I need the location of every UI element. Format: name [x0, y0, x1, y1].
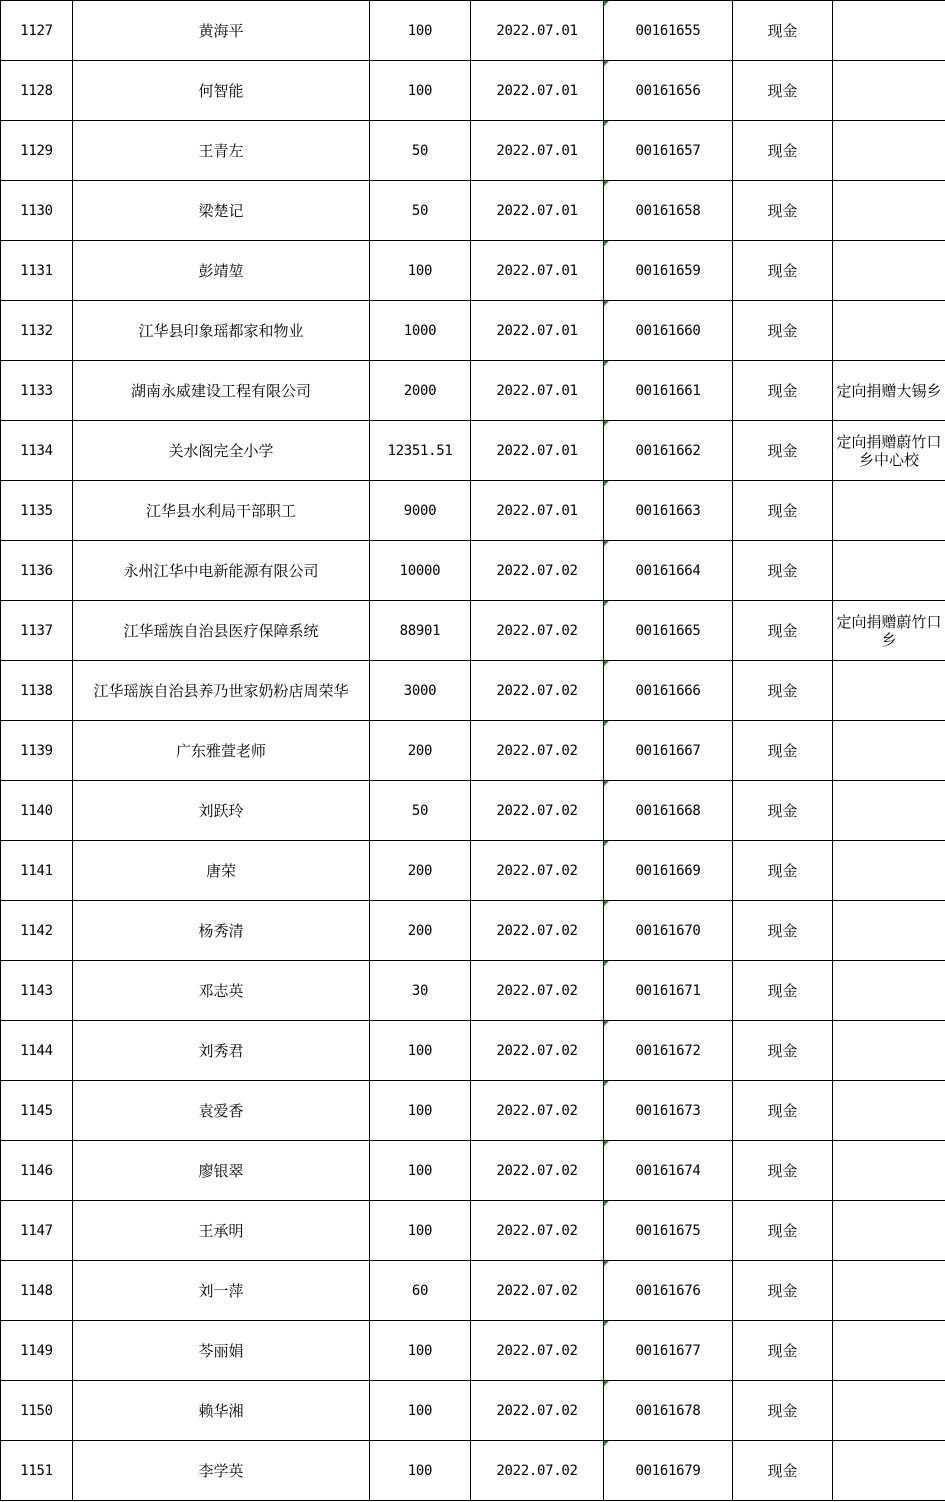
date-cell: 2022.07.02	[471, 901, 604, 961]
amount-cell: 200	[370, 721, 471, 781]
date-cell: 2022.07.01	[471, 421, 604, 481]
payment-method-cell: 现金	[733, 901, 833, 961]
date-cell: 2022.07.02	[471, 781, 604, 841]
note-cell	[833, 301, 945, 361]
table-row	[1, 241, 945, 301]
note-cell	[833, 1321, 945, 1381]
table-row	[1, 1441, 945, 1501]
table-row	[1, 421, 945, 481]
payment-method-cell: 现金	[733, 1, 833, 61]
receipt-number-cell: 00161670	[604, 901, 733, 961]
payment-method-cell: 现金	[733, 121, 833, 181]
row-number-cell: 1138	[1, 661, 73, 721]
note-cell: 定向捐赠蔚竹口乡中心校	[833, 421, 945, 481]
note-cell	[833, 1261, 945, 1321]
receipt-number-cell: 00161679	[604, 1441, 733, 1501]
amount-cell: 2000	[370, 361, 471, 421]
table-row	[1, 1141, 945, 1201]
date-cell: 2022.07.02	[471, 1201, 604, 1261]
note-cell	[833, 841, 945, 901]
payment-method-cell: 现金	[733, 961, 833, 1021]
date-cell: 2022.07.01	[471, 181, 604, 241]
donor-name-cell: 彭靖堃	[73, 241, 370, 301]
donor-name-cell: 王青左	[73, 121, 370, 181]
row-number-cell: 1140	[1, 781, 73, 841]
date-cell: 2022.07.01	[471, 241, 604, 301]
table-row	[1, 301, 945, 361]
donor-name-cell: 袁爱香	[73, 1081, 370, 1141]
date-cell: 2022.07.02	[471, 541, 604, 601]
receipt-number-cell: 00161664	[604, 541, 733, 601]
donor-name-cell: 唐荣	[73, 841, 370, 901]
payment-method-cell: 现金	[733, 841, 833, 901]
payment-method-cell: 现金	[733, 61, 833, 121]
note-cell	[833, 481, 945, 541]
amount-cell: 100	[370, 1081, 471, 1141]
donor-name-cell: 湖南永威建设工程有限公司	[73, 361, 370, 421]
donor-name-cell: 江华瑶族自治县养乃世家奶粉店周荣华	[73, 661, 370, 721]
date-cell: 2022.07.02	[471, 1081, 604, 1141]
payment-method-cell: 现金	[733, 781, 833, 841]
amount-cell: 30	[370, 961, 471, 1021]
amount-cell: 200	[370, 841, 471, 901]
amount-cell: 100	[370, 61, 471, 121]
note-cell	[833, 1381, 945, 1441]
amount-cell: 88901	[370, 601, 471, 661]
note-cell	[833, 1201, 945, 1261]
amount-cell: 50	[370, 781, 471, 841]
donor-name-cell: 廖银翠	[73, 1141, 370, 1201]
date-cell: 2022.07.01	[471, 481, 604, 541]
table-row	[1, 661, 945, 721]
note-cell	[833, 241, 945, 301]
receipt-number-cell: 00161658	[604, 181, 733, 241]
amount-cell: 100	[370, 1441, 471, 1501]
row-number-cell: 1132	[1, 301, 73, 361]
note-cell	[833, 1081, 945, 1141]
amount-cell: 100	[370, 1381, 471, 1441]
receipt-number-cell: 00161671	[604, 961, 733, 1021]
note-cell	[833, 181, 945, 241]
note-cell	[833, 661, 945, 721]
table-row	[1, 961, 945, 1021]
date-cell: 2022.07.02	[471, 721, 604, 781]
note-cell	[833, 901, 945, 961]
date-cell: 2022.07.02	[471, 1381, 604, 1441]
donor-name-cell: 永州江华中电新能源有限公司	[73, 541, 370, 601]
donor-name-cell: 江华县水利局干部职工	[73, 481, 370, 541]
amount-cell: 100	[370, 1, 471, 61]
row-number-cell: 1144	[1, 1021, 73, 1081]
receipt-number-cell: 00161659	[604, 241, 733, 301]
note-cell	[833, 1441, 945, 1501]
receipt-number-cell: 00161667	[604, 721, 733, 781]
receipt-number-cell: 00161676	[604, 1261, 733, 1321]
note-cell	[833, 1021, 945, 1081]
ledger-body	[1, 1, 945, 1501]
amount-cell: 60	[370, 1261, 471, 1321]
receipt-number-cell: 00161660	[604, 301, 733, 361]
receipt-number-cell: 00161663	[604, 481, 733, 541]
note-cell	[833, 1141, 945, 1201]
receipt-number-cell: 00161655	[604, 1, 733, 61]
payment-method-cell: 现金	[733, 1261, 833, 1321]
amount-cell: 50	[370, 121, 471, 181]
date-cell: 2022.07.02	[471, 1021, 604, 1081]
donor-name-cell: 关水阁完全小学	[73, 421, 370, 481]
payment-method-cell: 现金	[733, 721, 833, 781]
donor-name-cell: 刘跃玲	[73, 781, 370, 841]
table-row	[1, 901, 945, 961]
amount-cell: 100	[370, 241, 471, 301]
amount-cell: 100	[370, 1201, 471, 1261]
date-cell: 2022.07.01	[471, 121, 604, 181]
donor-name-cell: 广东雅萱老师	[73, 721, 370, 781]
note-cell	[833, 961, 945, 1021]
table-row	[1, 61, 945, 121]
row-number-cell: 1127	[1, 1, 73, 61]
note-cell	[833, 721, 945, 781]
note-cell	[833, 1, 945, 61]
amount-cell: 200	[370, 901, 471, 961]
table-row	[1, 1201, 945, 1261]
row-number-cell: 1148	[1, 1261, 73, 1321]
receipt-number-cell: 00161669	[604, 841, 733, 901]
date-cell: 2022.07.02	[471, 1321, 604, 1381]
row-number-cell: 1147	[1, 1201, 73, 1261]
table-row	[1, 601, 945, 661]
date-cell: 2022.07.01	[471, 301, 604, 361]
payment-method-cell: 现金	[733, 241, 833, 301]
row-number-cell: 1129	[1, 121, 73, 181]
amount-cell: 50	[370, 181, 471, 241]
table-row	[1, 541, 945, 601]
receipt-number-cell: 00161674	[604, 1141, 733, 1201]
note-cell: 定向捐赠蔚竹口乡	[833, 601, 945, 661]
date-cell: 2022.07.02	[471, 1261, 604, 1321]
table-row	[1, 1381, 945, 1441]
date-cell: 2022.07.01	[471, 61, 604, 121]
receipt-number-cell: 00161677	[604, 1321, 733, 1381]
payment-method-cell: 现金	[733, 541, 833, 601]
row-number-cell: 1130	[1, 181, 73, 241]
table-row	[1, 481, 945, 541]
donor-name-cell: 刘一萍	[73, 1261, 370, 1321]
date-cell: 2022.07.01	[471, 1, 604, 61]
date-cell: 2022.07.02	[471, 661, 604, 721]
amount-cell: 3000	[370, 661, 471, 721]
date-cell: 2022.07.02	[471, 1141, 604, 1201]
row-number-cell: 1131	[1, 241, 73, 301]
payment-method-cell: 现金	[733, 1141, 833, 1201]
receipt-number-cell: 00161662	[604, 421, 733, 481]
date-cell: 2022.07.02	[471, 601, 604, 661]
amount-cell: 12351.51	[370, 421, 471, 481]
payment-method-cell: 现金	[733, 1381, 833, 1441]
amount-cell: 1000	[370, 301, 471, 361]
date-cell: 2022.07.02	[471, 961, 604, 1021]
receipt-number-cell: 00161661	[604, 361, 733, 421]
donor-name-cell: 何智能	[73, 61, 370, 121]
payment-method-cell: 现金	[733, 661, 833, 721]
receipt-number-cell: 00161675	[604, 1201, 733, 1261]
donor-name-cell: 江华县印象瑶都家和物业	[73, 301, 370, 361]
row-number-cell: 1133	[1, 361, 73, 421]
row-number-cell: 1149	[1, 1321, 73, 1381]
table-row	[1, 1, 945, 61]
amount-cell: 100	[370, 1141, 471, 1201]
payment-method-cell: 现金	[733, 421, 833, 481]
donor-name-cell: 杨秀清	[73, 901, 370, 961]
date-cell: 2022.07.02	[471, 1441, 604, 1501]
payment-method-cell: 现金	[733, 301, 833, 361]
donor-name-cell: 芩丽娟	[73, 1321, 370, 1381]
table-row	[1, 1081, 945, 1141]
table-row	[1, 361, 945, 421]
row-number-cell: 1135	[1, 481, 73, 541]
payment-method-cell: 现金	[733, 1081, 833, 1141]
payment-method-cell: 现金	[733, 181, 833, 241]
receipt-number-cell: 00161672	[604, 1021, 733, 1081]
table-row	[1, 1321, 945, 1381]
donor-name-cell: 赖华湘	[73, 1381, 370, 1441]
row-number-cell: 1137	[1, 601, 73, 661]
payment-method-cell: 现金	[733, 1201, 833, 1261]
donor-name-cell: 江华瑶族自治县医疗保障系统	[73, 601, 370, 661]
table-row	[1, 781, 945, 841]
row-number-cell: 1141	[1, 841, 73, 901]
table-row	[1, 1261, 945, 1321]
row-number-cell: 1146	[1, 1141, 73, 1201]
receipt-number-cell: 00161668	[604, 781, 733, 841]
donor-name-cell: 王承明	[73, 1201, 370, 1261]
donor-name-cell: 梁楚记	[73, 181, 370, 241]
row-number-cell: 1128	[1, 61, 73, 121]
receipt-number-cell: 00161657	[604, 121, 733, 181]
note-cell: 定向捐赠大锡乡	[833, 361, 945, 421]
table-row	[1, 841, 945, 901]
donor-name-cell: 李学英	[73, 1441, 370, 1501]
amount-cell: 100	[370, 1021, 471, 1081]
donor-name-cell: 黄海平	[73, 1, 370, 61]
payment-method-cell: 现金	[733, 481, 833, 541]
table-row	[1, 721, 945, 781]
payment-method-cell: 现金	[733, 1321, 833, 1381]
note-cell	[833, 781, 945, 841]
date-cell: 2022.07.02	[471, 841, 604, 901]
row-number-cell: 1139	[1, 721, 73, 781]
payment-method-cell: 现金	[733, 1441, 833, 1501]
row-number-cell: 1151	[1, 1441, 73, 1501]
amount-cell: 9000	[370, 481, 471, 541]
table-row	[1, 121, 945, 181]
amount-cell: 100	[370, 1321, 471, 1381]
receipt-number-cell: 00161678	[604, 1381, 733, 1441]
row-number-cell: 1143	[1, 961, 73, 1021]
receipt-number-cell: 00161673	[604, 1081, 733, 1141]
row-number-cell: 1134	[1, 421, 73, 481]
payment-method-cell: 现金	[733, 1021, 833, 1081]
receipt-number-cell: 00161666	[604, 661, 733, 721]
amount-cell: 10000	[370, 541, 471, 601]
row-number-cell: 1136	[1, 541, 73, 601]
row-number-cell: 1142	[1, 901, 73, 961]
donor-name-cell: 邓志英	[73, 961, 370, 1021]
payment-method-cell: 现金	[733, 361, 833, 421]
row-number-cell: 1150	[1, 1381, 73, 1441]
note-cell	[833, 541, 945, 601]
payment-method-cell: 现金	[733, 601, 833, 661]
table-row	[1, 1021, 945, 1081]
donor-name-cell: 刘秀君	[73, 1021, 370, 1081]
date-cell: 2022.07.01	[471, 361, 604, 421]
row-number-cell: 1145	[1, 1081, 73, 1141]
receipt-number-cell: 00161665	[604, 601, 733, 661]
note-cell	[833, 61, 945, 121]
table-row	[1, 181, 945, 241]
note-cell	[833, 121, 945, 181]
receipt-number-cell: 00161656	[604, 61, 733, 121]
